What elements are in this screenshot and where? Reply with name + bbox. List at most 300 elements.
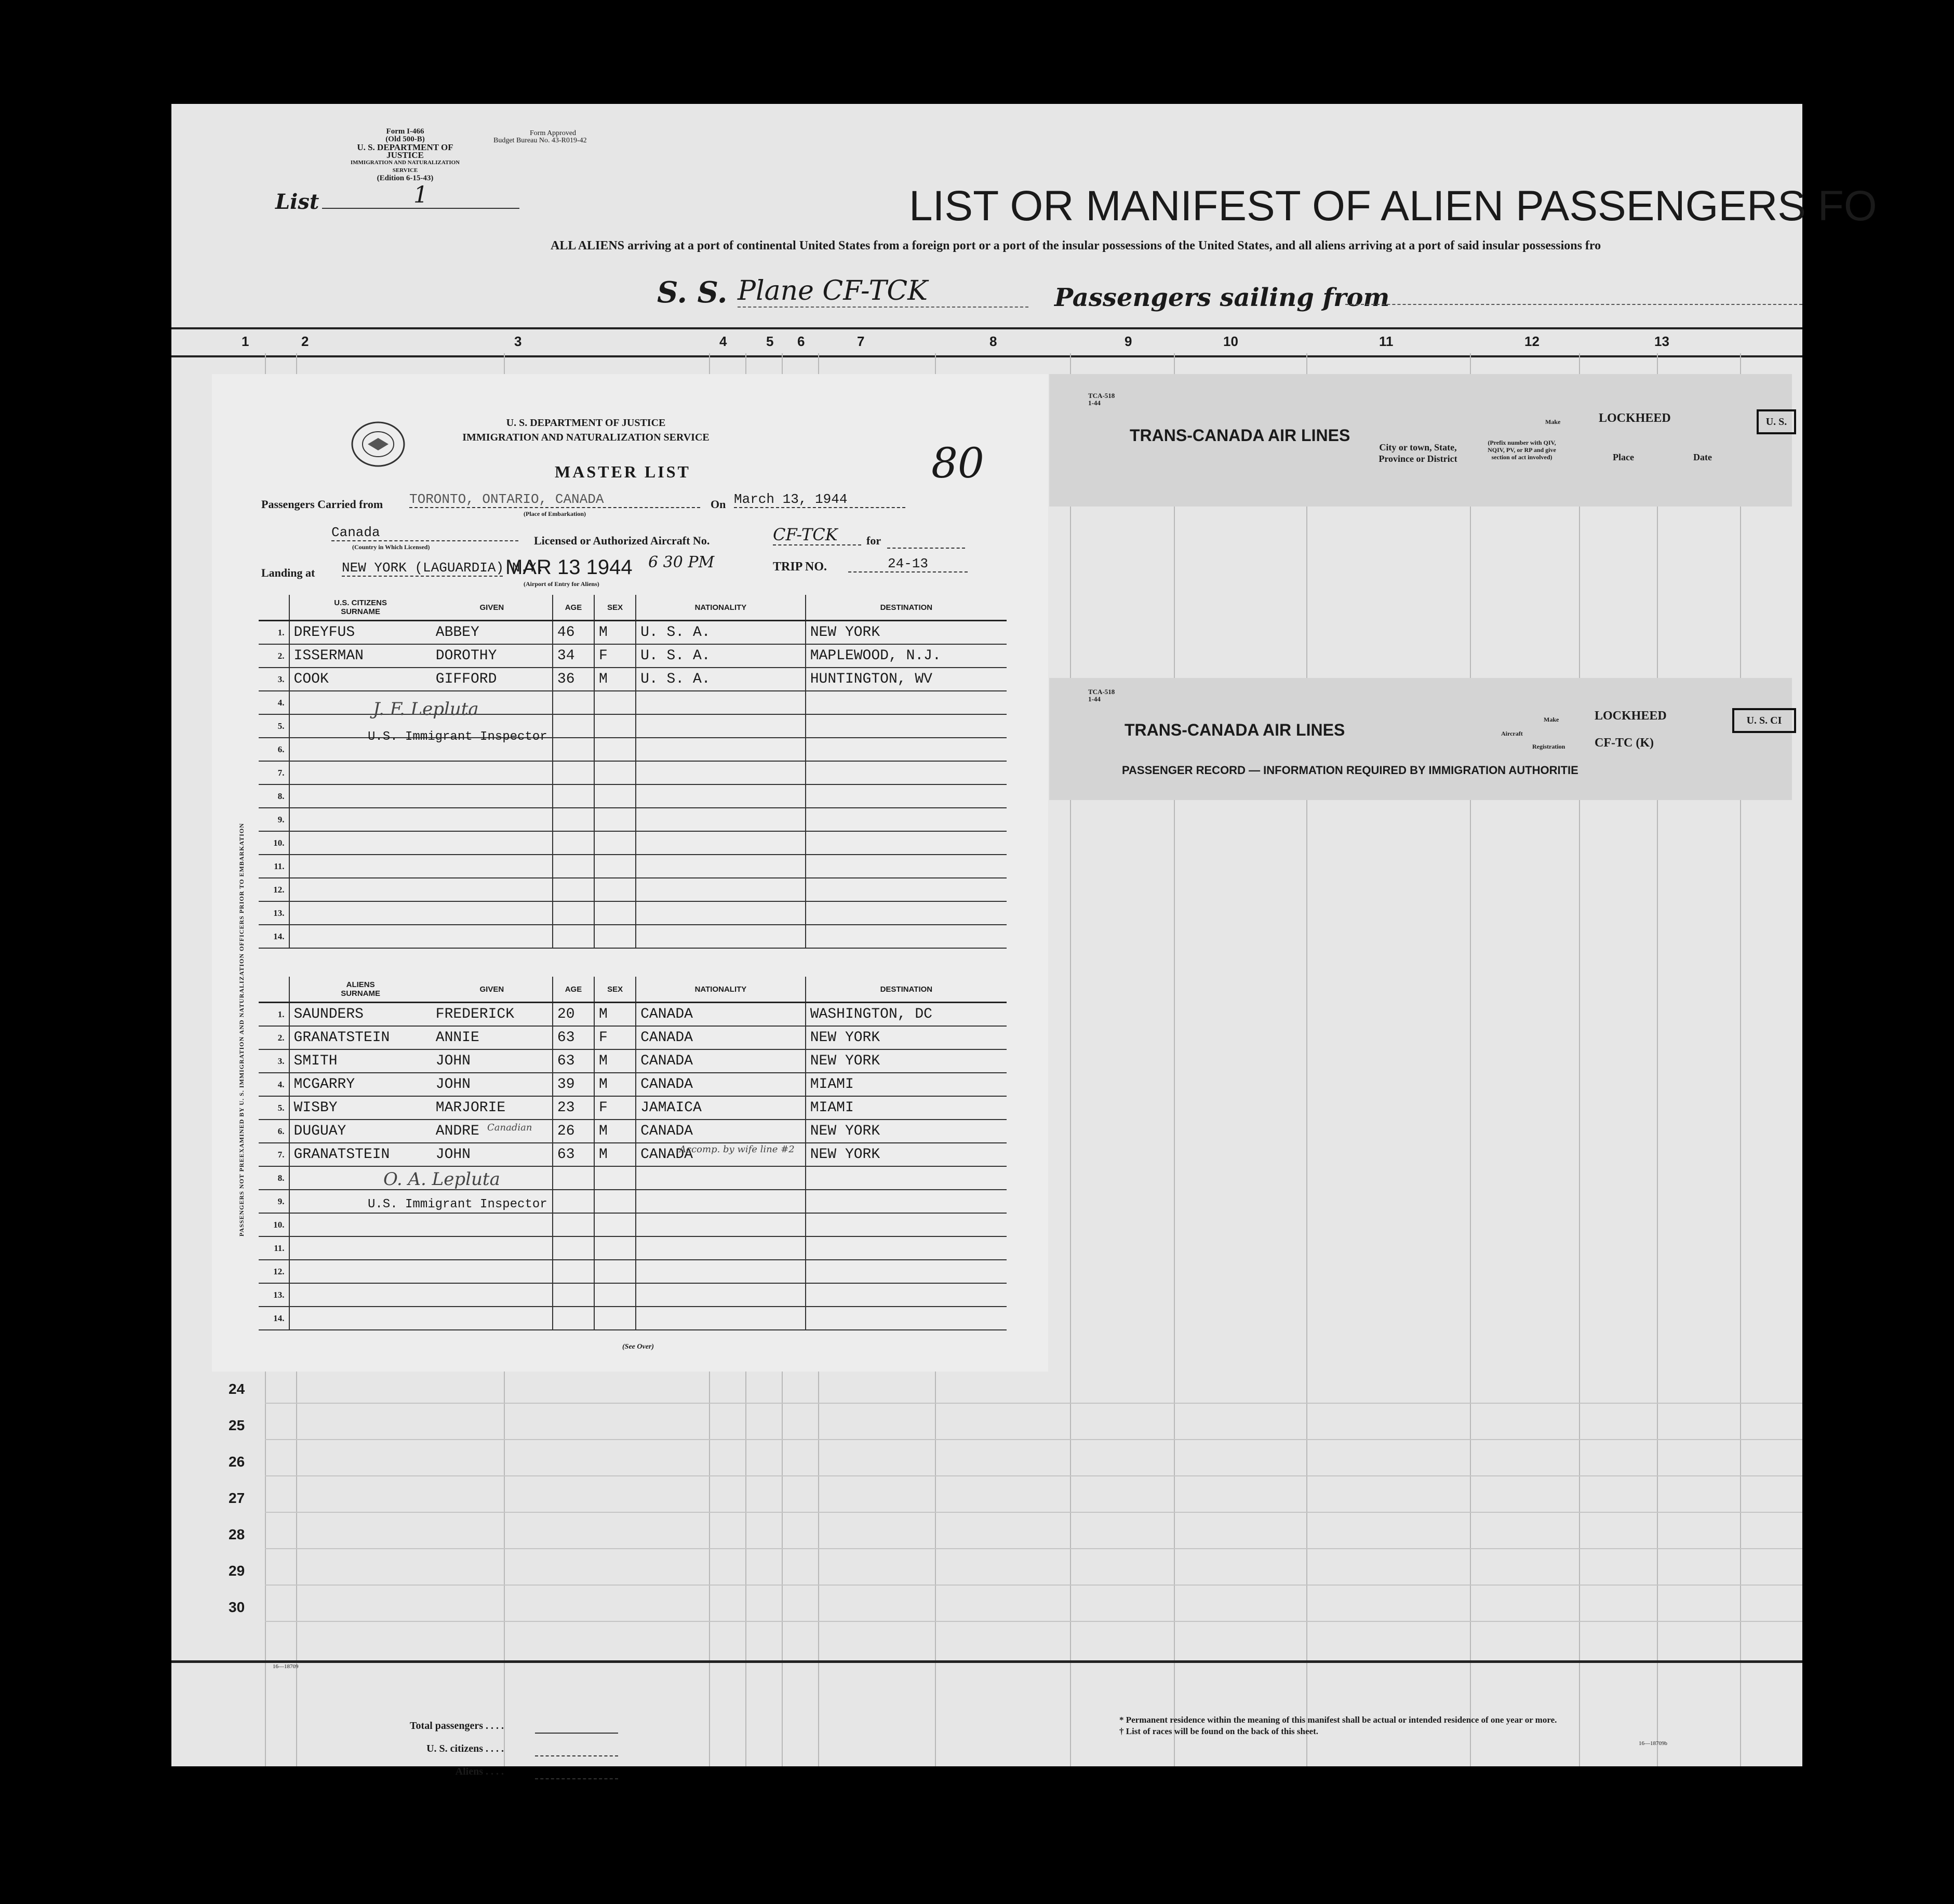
alien-given-cell <box>432 1260 553 1283</box>
alien-sex-cell <box>594 1213 636 1236</box>
alien-destination-cell: NEW YORK <box>806 1120 1007 1143</box>
citizen-sex-cell: M <box>594 668 636 691</box>
trans-canada-logo-icon <box>350 418 407 470</box>
citizen-sex-cell <box>594 808 636 831</box>
citizen-row-number: 8. <box>259 784 289 808</box>
alien-age-cell: 20 <box>553 1003 594 1027</box>
col-nationality: NATIONALITY <box>636 595 806 621</box>
citizen-sex-cell <box>594 714 636 738</box>
alien-destination-cell <box>806 1166 1007 1190</box>
alien-row <box>259 1120 1007 1143</box>
citizen-sex-cell <box>594 831 636 855</box>
master-list <box>212 374 1048 1372</box>
form-header <box>338 128 473 182</box>
citizen-sex-cell <box>594 901 636 925</box>
aliens-field <box>535 1778 618 1779</box>
alien-nationality-cell <box>636 1190 806 1213</box>
citizen-sex-cell: F <box>594 644 636 668</box>
landing-time: 6 30 PM <box>648 553 715 571</box>
col-num-3: 3 <box>514 334 522 349</box>
citizens-table <box>259 595 1007 949</box>
alien-age-cell <box>553 1213 594 1236</box>
alien-row-number: 5. <box>259 1096 289 1120</box>
card-top-make-value: LOCKHEED <box>1599 411 1671 425</box>
citizen-nationality-cell <box>636 901 806 925</box>
alien-age-cell: 63 <box>553 1049 594 1073</box>
column-number-strip <box>171 327 1802 357</box>
alien-row <box>259 1236 1007 1260</box>
inspector-signature-1: J. F. Lepluta <box>373 699 479 720</box>
card-top-col-place: Place <box>1613 452 1634 462</box>
citizen-given-cell: DOROTHY <box>432 644 553 668</box>
alien-destination-cell <box>806 1236 1007 1260</box>
alien-given-cell <box>432 1283 553 1307</box>
citizen-destination-cell <box>806 925 1007 948</box>
col-surname: SURNAME <box>341 607 381 616</box>
card-top-title: TRANS-CANADA AIR LINES <box>1130 426 1350 445</box>
alien-surname-cell <box>289 1307 432 1330</box>
inspector-label-1: U.S. Immigrant Inspector <box>368 730 547 744</box>
citizen-row <box>259 621 1007 645</box>
alien-age-cell: 26 <box>553 1120 594 1143</box>
citizens-heading: U.S. CITIZENS <box>334 598 387 607</box>
citizen-age-cell <box>553 784 594 808</box>
aliens-label: Aliens <box>455 1766 483 1777</box>
alien-sex-cell: F <box>594 1096 636 1120</box>
us-citizens-label: U. S. citizens <box>426 1743 483 1754</box>
col-num-9: 9 <box>1125 334 1132 349</box>
row-number-24: 24 <box>229 1381 245 1397</box>
carried-from-value: TORONTO, ONTARIO, CANADA <box>409 491 700 508</box>
alien-row <box>259 1003 1007 1027</box>
alien-sex-cell <box>594 1236 636 1260</box>
citizen-row <box>259 925 1007 948</box>
alien-nationality-cell <box>636 1307 806 1330</box>
alien-given-cell <box>432 1213 553 1236</box>
total-passengers-field <box>535 1733 618 1734</box>
alien-nationality-cell: CANADA <box>636 1143 806 1166</box>
card-bottom-code <box>1088 688 1115 703</box>
citizen-age-cell <box>553 691 594 714</box>
row-number-27: 27 <box>229 1490 245 1506</box>
card-bottom-make-value: LOCKHEED <box>1595 709 1667 723</box>
citizen-nationality-cell <box>636 714 806 738</box>
col-nationality-aliens: NATIONALITY <box>636 977 806 1003</box>
trip-value: 24-13 <box>848 556 968 572</box>
tca-card-bottom <box>1049 678 1792 800</box>
country-value: Canada <box>331 525 518 541</box>
citizen-surname-cell <box>289 901 432 925</box>
col-num-2: 2 <box>301 334 309 349</box>
footnote-code: 16—18709b <box>1639 1740 1667 1747</box>
budget-bureau: Budget Bureau No. 43-R019-42 <box>493 137 587 144</box>
manifest-title: LIST OR MANIFEST OF ALIEN PASSENGERS FO <box>909 182 1877 230</box>
row-number-25: 25 <box>229 1417 245 1433</box>
citizen-row-number: 7. <box>259 761 289 784</box>
alien-nationality-cell <box>636 1166 806 1190</box>
bottom-rule <box>171 1660 1802 1663</box>
alien-age-cell <box>553 1283 594 1307</box>
col-num-4: 4 <box>719 334 727 349</box>
alien-destination-cell: WASHINGTON, DC <box>806 1003 1007 1027</box>
col-num-6: 6 <box>797 334 805 349</box>
col-given: GIVEN <box>432 595 553 621</box>
citizen-surname-cell <box>289 831 432 855</box>
card-top-col-date: Date <box>1693 452 1712 462</box>
manifest-subtitle: ALL ALIENS arriving at a port of continental United States from a foreign port or a port of the insular possessions of the United States, and all aliens arriving at a port of said insular possessions fro <box>551 239 1601 252</box>
alien-destination-cell <box>806 1213 1007 1236</box>
alien-given-cell: JOHN <box>432 1049 553 1073</box>
citizen-destination-cell <box>806 738 1007 761</box>
citizen-surname-cell: COOK <box>289 668 432 691</box>
row-number-26: 26 <box>229 1454 245 1470</box>
alien-nationality-cell <box>636 1283 806 1307</box>
form-number: Form I-466 <box>386 127 424 136</box>
citizen-nationality-cell <box>636 784 806 808</box>
card-bottom-reg-value: CF-TC (K) <box>1595 736 1654 750</box>
card-bottom-badge: U. S. CI <box>1732 708 1796 733</box>
alien-row-number: 12. <box>259 1260 289 1283</box>
alien-sex-cell: M <box>594 1120 636 1143</box>
alien-surname-cell: SMITH <box>289 1049 432 1073</box>
for-field <box>887 548 965 549</box>
citizen-row <box>259 878 1007 901</box>
citizen-age-cell: 34 <box>553 644 594 668</box>
alien-sex-cell <box>594 1283 636 1307</box>
alien-row <box>259 1283 1007 1307</box>
sailing-from-field <box>1345 304 1802 305</box>
citizen-nationality-cell <box>636 831 806 855</box>
alien-annotation-accompanied: Accomp. by wife line #2 <box>679 1144 795 1155</box>
alien-destination-cell <box>806 1307 1007 1330</box>
citizen-given-cell <box>432 784 553 808</box>
alien-given-cell <box>432 1307 553 1330</box>
master-department: U. S. DEPARTMENT OF JUSTICE <box>506 417 666 429</box>
citizen-destination-cell: MAPLEWOOD, N.J. <box>806 644 1007 668</box>
card-bottom-code-1: TCA-518 <box>1088 688 1115 696</box>
col-destination-aliens: DESTINATION <box>806 977 1007 1003</box>
old-form-number: (Old 500-B) <box>385 135 425 143</box>
card-bottom-title: TRANS-CANADA AIR LINES <box>1125 721 1345 739</box>
citizen-surname-cell <box>289 925 432 948</box>
alien-row <box>259 1049 1007 1073</box>
citizen-row-number: 4. <box>259 691 289 714</box>
alien-given-cell: FREDERICK <box>432 1003 553 1027</box>
alien-row-number: 13. <box>259 1283 289 1307</box>
alien-destination-cell: NEW YORK <box>806 1143 1007 1166</box>
alien-sex-cell <box>594 1307 636 1330</box>
tca-card-top <box>1049 374 1792 507</box>
alien-given-cell: ANNIE <box>432 1026 553 1049</box>
alien-row-number: 8. <box>259 1166 289 1190</box>
footnotes <box>1119 1714 1795 1737</box>
alien-surname-cell: SAUNDERS <box>289 1003 432 1027</box>
alien-sex-cell <box>594 1166 636 1190</box>
citizen-sex-cell <box>594 855 636 878</box>
alien-nationality-cell: CANADA <box>636 1026 806 1049</box>
on-date-value: March 13, 1944 <box>734 491 905 508</box>
citizen-destination-cell <box>806 784 1007 808</box>
place-label: (Place of Embarkation) <box>524 510 586 517</box>
aircraft-label: Licensed or Authorized Aircraft No. <box>534 534 710 547</box>
citizen-age-cell <box>553 855 594 878</box>
citizen-row-number: 13. <box>259 901 289 925</box>
citizen-nationality-cell: U. S. A. <box>636 668 806 691</box>
alien-age-cell <box>553 1166 594 1190</box>
citizen-destination-cell <box>806 808 1007 831</box>
citizen-surname-cell: DREYFUS <box>289 621 432 645</box>
see-over: (See Over) <box>622 1343 654 1351</box>
alien-sex-cell: M <box>594 1143 636 1166</box>
citizen-given-cell <box>432 761 553 784</box>
alien-row <box>259 1213 1007 1236</box>
col-age: AGE <box>553 595 594 621</box>
alien-age-cell <box>553 1236 594 1260</box>
side-note: PASSENGERS NOT PREEXAMINED BY U. S. IMMIGRATION AND NATURALIZATION OFFICERS PRIOR TO EMBARKATION <box>238 823 245 1236</box>
citizen-destination-cell <box>806 901 1007 925</box>
alien-row-number: 7. <box>259 1143 289 1166</box>
citizen-age-cell <box>553 925 594 948</box>
citizen-row-number: 2. <box>259 644 289 668</box>
alien-row-number: 9. <box>259 1190 289 1213</box>
card-top-code-1: TCA-518 <box>1088 392 1115 400</box>
citizen-age-cell: 36 <box>553 668 594 691</box>
citizen-nationality-cell <box>636 878 806 901</box>
citizen-sex-cell <box>594 738 636 761</box>
citizen-destination-cell <box>806 855 1007 878</box>
col-surname-aliens: SURNAME <box>341 989 381 998</box>
alien-row-number: 6. <box>259 1120 289 1143</box>
alien-row <box>259 1307 1007 1330</box>
card-bottom-code-2: 1-44 <box>1088 695 1101 703</box>
citizen-nationality-cell <box>636 808 806 831</box>
alien-sex-cell: M <box>594 1073 636 1096</box>
alien-row-number: 3. <box>259 1049 289 1073</box>
alien-surname-cell: GRANATSTEIN <box>289 1026 432 1049</box>
footnote-races: † List of races will be found on the back of this sheet. <box>1119 1726 1318 1736</box>
card-bottom-make-label: Make <box>1544 716 1559 723</box>
alien-surname-cell: GRANATSTEIN <box>289 1143 432 1166</box>
form-approved: Form Approved <box>530 129 577 137</box>
col-sex: SEX <box>594 595 636 621</box>
alien-surname-cell <box>289 1213 432 1236</box>
citizen-row-number: 12. <box>259 878 289 901</box>
card-bottom-reg-label: Registration <box>1532 743 1565 750</box>
citizen-given-cell <box>432 855 553 878</box>
alien-destination-cell <box>806 1283 1007 1307</box>
col-num-13: 13 <box>1654 334 1669 349</box>
aliens-heading: ALIENS <box>346 980 375 989</box>
citizen-nationality-cell <box>636 925 806 948</box>
citizen-surname-cell <box>289 878 432 901</box>
citizen-surname-cell: ISSERMAN <box>289 644 432 668</box>
alien-row <box>259 1026 1007 1049</box>
citizen-sex-cell <box>594 691 636 714</box>
citizen-given-cell <box>432 878 553 901</box>
citizen-nationality-cell <box>636 691 806 714</box>
col-num-1: 1 <box>242 334 249 349</box>
for-label: for <box>866 534 881 547</box>
master-count: 80 <box>931 439 984 487</box>
citizen-age-cell <box>553 901 594 925</box>
alien-given-cell <box>432 1236 553 1260</box>
form-edition: (Edition 6-15-43) <box>377 174 434 182</box>
alien-row-number: 1. <box>259 1003 289 1027</box>
alien-age-cell: 63 <box>553 1143 594 1166</box>
citizen-age-cell: 46 <box>553 621 594 645</box>
citizen-destination-cell <box>806 691 1007 714</box>
alien-row-number: 11. <box>259 1236 289 1260</box>
citizen-age-cell <box>553 878 594 901</box>
col-num-8: 8 <box>989 334 997 349</box>
master-service: IMMIGRATION AND NATURALIZATION SERVICE <box>462 432 710 443</box>
alien-nationality-cell: CANADA <box>636 1049 806 1073</box>
card-top-make-label: Make <box>1545 418 1561 425</box>
citizen-destination-cell: NEW YORK <box>806 621 1007 645</box>
col-destination: DESTINATION <box>806 595 1007 621</box>
footnote-residence: * Permanent residence within the meaning of this manifest shall be actual or intended residence of one year or more. <box>1119 1715 1557 1725</box>
alien-surname-cell <box>289 1260 432 1283</box>
alien-row <box>259 1143 1007 1166</box>
alien-surname-cell <box>289 1236 432 1260</box>
totals-block: Total passengers . . . . U. S. citizens . . . . Aliens . . . . <box>410 1720 504 1777</box>
alien-sex-cell <box>594 1260 636 1283</box>
alien-surname-cell: DUGUAY <box>289 1120 432 1143</box>
citizen-row <box>259 761 1007 784</box>
citizen-destination-cell <box>806 714 1007 738</box>
citizen-row <box>259 831 1007 855</box>
alien-age-cell: 63 <box>553 1026 594 1049</box>
alien-age-cell: 39 <box>553 1073 594 1096</box>
citizen-destination-cell <box>806 878 1007 901</box>
citizen-given-cell <box>432 901 553 925</box>
landing-label: Landing at <box>261 566 315 579</box>
row-number-30: 30 <box>229 1599 245 1615</box>
total-passengers-label: Total passengers <box>410 1720 483 1732</box>
citizen-row <box>259 691 1007 714</box>
alien-nationality-cell <box>636 1213 806 1236</box>
airport-label: (Airport of Entry for Aliens) <box>524 580 599 588</box>
citizen-nationality-cell <box>636 855 806 878</box>
citizen-row <box>259 784 1007 808</box>
card-top-code-2: 1-44 <box>1088 399 1101 407</box>
card-bottom-aircraft-label: Aircraft <box>1501 730 1523 737</box>
sailing-from-label: Passengers sailing from <box>1054 283 1390 312</box>
aliens-table <box>259 977 1007 1330</box>
card-bottom-record-line: PASSENGER RECORD — INFORMATION REQUIRED BY IMMIGRATION AUTHORITIE <box>1122 764 1578 777</box>
citizen-nationality-cell: U. S. A. <box>636 621 806 645</box>
vessel-name: Plane CF-TCK <box>738 275 1028 308</box>
on-label: On <box>711 498 726 511</box>
citizen-nationality-cell: U. S. A. <box>636 644 806 668</box>
citizen-row-number: 1. <box>259 621 289 645</box>
alien-row-number: 4. <box>259 1073 289 1096</box>
alien-sex-cell: M <box>594 1003 636 1027</box>
alien-row <box>259 1166 1007 1190</box>
citizen-row-number: 14. <box>259 925 289 948</box>
citizen-sex-cell <box>594 925 636 948</box>
form-service: IMMIGRATION AND NATURALIZATION SERVICE <box>350 159 460 174</box>
alien-nationality-cell <box>636 1260 806 1283</box>
alien-row <box>259 1260 1007 1283</box>
col-num-5: 5 <box>766 334 774 349</box>
card-top-col-prefix: (Prefix number with QIV, NQIV, PV, or RP and give section of act involved) <box>1488 439 1556 461</box>
alien-given-cell: JOHN <box>432 1143 553 1166</box>
citizen-age-cell <box>553 714 594 738</box>
country-label: (Country in Which Licensed) <box>352 543 430 551</box>
us-citizens-field <box>535 1755 618 1756</box>
list-label: List <box>275 190 319 214</box>
card-top-col-city: City or town, State, Province or District <box>1378 442 1457 464</box>
alien-destination-cell <box>806 1260 1007 1283</box>
alien-row <box>259 1073 1007 1096</box>
alien-age-cell: 23 <box>553 1096 594 1120</box>
citizen-destination-cell <box>806 761 1007 784</box>
citizen-age-cell <box>553 738 594 761</box>
alien-row-number: 10. <box>259 1213 289 1236</box>
citizen-row-number: 9. <box>259 808 289 831</box>
alien-age-cell <box>553 1307 594 1330</box>
citizen-sex-cell: M <box>594 621 636 645</box>
col-num-12: 12 <box>1524 334 1540 349</box>
citizen-row-number: 11. <box>259 855 289 878</box>
alien-age-cell <box>553 1260 594 1283</box>
citizen-age-cell <box>553 808 594 831</box>
citizen-row-number: 6. <box>259 738 289 761</box>
citizen-destination-cell <box>806 831 1007 855</box>
alien-nationality-cell: CANADA <box>636 1003 806 1027</box>
inspector-label-2: U.S. Immigrant Inspector <box>368 1197 547 1211</box>
alien-destination-cell: NEW YORK <box>806 1026 1007 1049</box>
col-num-7: 7 <box>857 334 865 349</box>
alien-nationality-cell: CANADA <box>636 1073 806 1096</box>
citizen-nationality-cell <box>636 738 806 761</box>
landing-value: NEW YORK (LAGUARDIA) N.Y. <box>342 560 545 576</box>
print-code: 16—18709 <box>273 1663 299 1670</box>
citizen-row-number: 3. <box>259 668 289 691</box>
col-given-aliens: GIVEN <box>432 977 553 1003</box>
card-top-code <box>1088 392 1115 407</box>
alien-row-number: 14. <box>259 1307 289 1330</box>
alien-destination-cell <box>806 1190 1007 1213</box>
citizen-given-cell: GIFFORD <box>432 668 553 691</box>
alien-destination-cell: NEW YORK <box>806 1049 1007 1073</box>
alien-surname-cell: WISBY <box>289 1096 432 1120</box>
citizen-surname-cell <box>289 808 432 831</box>
alien-age-cell <box>553 1190 594 1213</box>
master-title: MASTER LIST <box>555 462 691 481</box>
citizen-given-cell <box>432 925 553 948</box>
col-num-10: 10 <box>1223 334 1238 349</box>
alien-given-cell: MARJORIE <box>432 1096 553 1120</box>
carried-from-label: Passengers Carried from <box>261 498 383 511</box>
alien-nationality-cell: JAMAICA <box>636 1096 806 1120</box>
citizen-destination-cell: HUNTINGTON, WV <box>806 668 1007 691</box>
citizen-age-cell <box>553 831 594 855</box>
alien-sex-cell <box>594 1190 636 1213</box>
alien-destination-cell: MIAMI <box>806 1073 1007 1096</box>
alien-given-cell: ANDRE <box>432 1120 553 1143</box>
citizen-surname-cell <box>289 855 432 878</box>
alien-nationality-cell: CANADA <box>636 1120 806 1143</box>
alien-sex-cell: F <box>594 1026 636 1049</box>
citizen-sex-cell <box>594 878 636 901</box>
citizen-row <box>259 855 1007 878</box>
citizen-surname-cell <box>289 761 432 784</box>
row-number-29: 29 <box>229 1563 245 1579</box>
vessel-prefix: S. S. <box>657 275 728 310</box>
alien-row-number: 2. <box>259 1026 289 1049</box>
